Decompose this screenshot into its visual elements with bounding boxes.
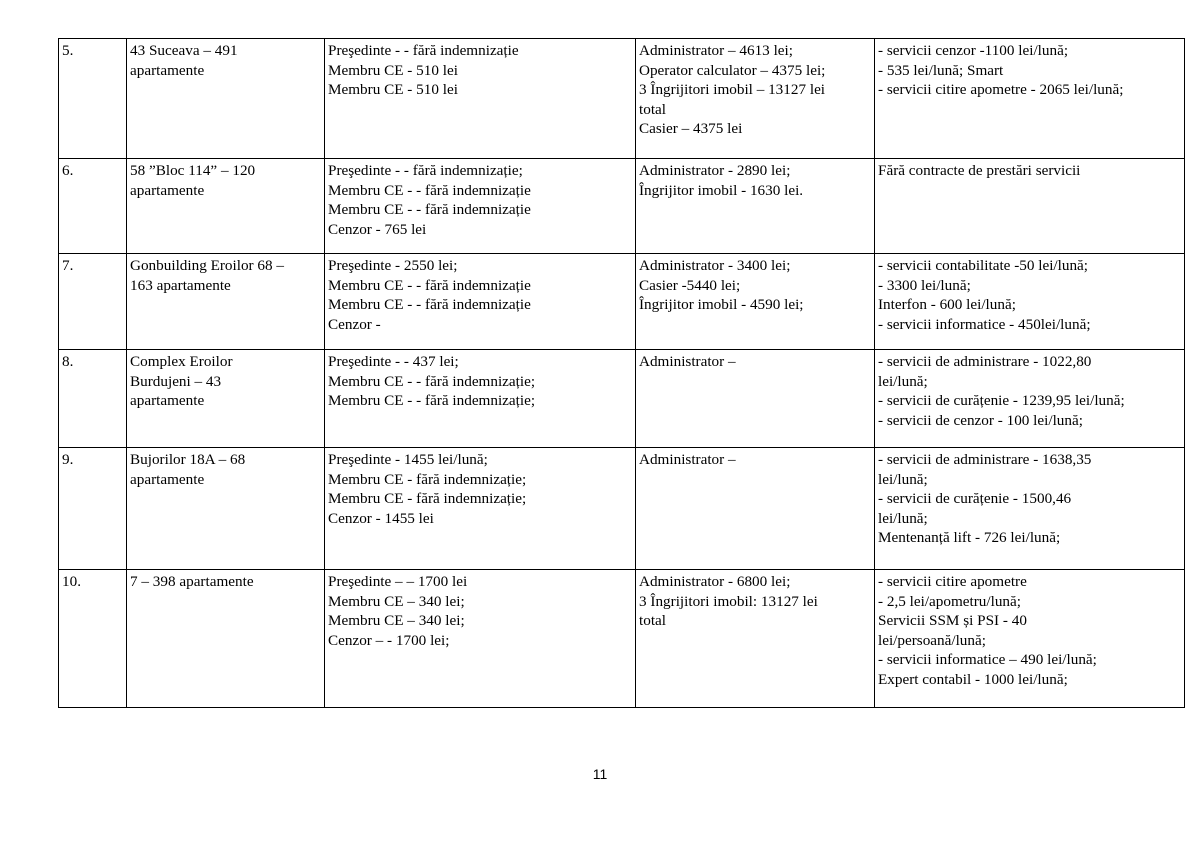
staff-cell: Administrator - 2890 lei; Îngrijitor imobil - 1630 lei. [636, 159, 875, 254]
page-number: 11 [592, 766, 608, 782]
association-cell: 58 ”Bloc 114” – 120 apartamente [127, 159, 325, 254]
table-row [59, 254, 1185, 350]
row-number-cell: 9. [59, 448, 127, 570]
association-cell: Bujorilor 18A – 68 apartamente [127, 448, 325, 570]
association-cell: Complex Eroilor Burdujeni – 43 apartamente [127, 350, 325, 448]
table-row [59, 39, 1185, 159]
table-row [59, 570, 1185, 708]
association-cell: 43 Suceava – 491 apartamente [127, 39, 325, 159]
staff-cell: Administrator – [636, 350, 875, 448]
association-cell: 7 – 398 apartamente [127, 570, 325, 708]
services-cell: - servicii contabilitate -50 lei/lună; - 3300 lei/lună; Interfon - 600 lei/lună; - servicii informatice - 450lei/lună; [875, 254, 1185, 350]
row-number-cell: 5. [59, 39, 127, 159]
associations-table [58, 38, 1185, 708]
staff-cell: Administrator - 6800 lei; 3 Îngrijitori imobil: 13127 lei total [636, 570, 875, 708]
staff-cell: Administrator - 3400 lei; Casier -5440 lei; Îngrijitor imobil - 4590 lei; [636, 254, 875, 350]
row-number-cell: 8. [59, 350, 127, 448]
services-cell: - servicii cenzor -1100 lei/lună; - 535 lei/lună; Smart - servicii citire apometre - 2065 lei/lună; [875, 39, 1185, 159]
committee-cell: Preşedinte - - fără indemnizație; Membru CE - - fără indemnizație Membru CE - - fără indemnizație Cenzor - 765 lei [325, 159, 636, 254]
table-row [59, 159, 1185, 254]
services-cell: - servicii de administrare - 1638,35 lei/lună; - servicii de curățenie - 1500,46 lei/lună; Mentenanță lift - 726 lei/lună; [875, 448, 1185, 570]
committee-cell: Preşedinte - 2550 lei; Membru CE - - fără indemnizație Membru CE - - fără indemnizație Cenzor - [325, 254, 636, 350]
committee-cell: Preşedinte - - 437 lei; Membru CE - - fără indemnizație; Membru CE - - fără indemnizație; [325, 350, 636, 448]
row-number-cell: 10. [59, 570, 127, 708]
row-number-cell: 6. [59, 159, 127, 254]
services-cell: - servicii citire apometre - 2,5 lei/apometru/lună; Servicii SSM și PSI - 40 lei/persoană/lună; - servicii informatice – 490 lei/lună; Expert contabil - 1000 lei/lună; [875, 570, 1185, 708]
row-number-cell: 7. [59, 254, 127, 350]
association-cell: Gonbuilding Eroilor 68 – 163 apartamente [127, 254, 325, 350]
services-cell: Fără contracte de prestări servicii [875, 159, 1185, 254]
table-row [59, 448, 1185, 570]
staff-cell: Administrator – 4613 lei; Operator calculator – 4375 lei; 3 Îngrijitori imobil – 13127 lei total Casier – 4375 lei [636, 39, 875, 159]
staff-cell: Administrator – [636, 448, 875, 570]
table-row [59, 350, 1185, 448]
committee-cell: Preşedinte - 1455 lei/lună; Membru CE - fără indemnizație; Membru CE - fără indemnizație; Cenzor - 1455 lei [325, 448, 636, 570]
committee-cell: Preşedinte - - fără indemnizație Membru CE - 510 lei Membru CE - 510 lei [325, 39, 636, 159]
committee-cell: Preşedinte – – 1700 lei Membru CE – 340 lei; Membru CE – 340 lei; Cenzor – - 1700 lei; [325, 570, 636, 708]
services-cell: - servicii de administrare - 1022,80 lei/lună; - servicii de curățenie - 1239,95 lei/lună; - servicii de cenzor - 100 lei/lună; [875, 350, 1185, 448]
